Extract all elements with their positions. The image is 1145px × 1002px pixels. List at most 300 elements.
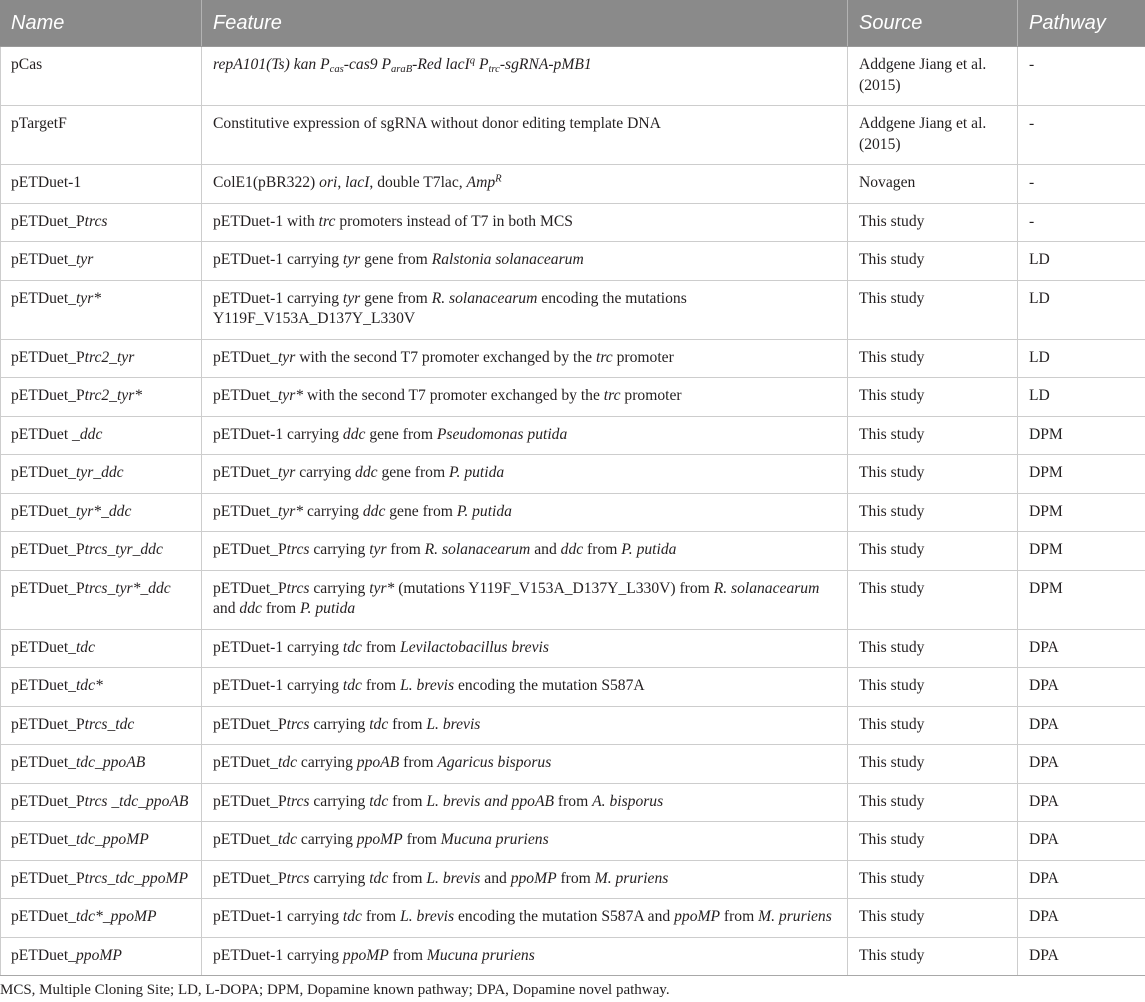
column-header-feature: Feature	[202, 0, 848, 47]
text-run: ppoMP	[342, 946, 389, 964]
name-cell	[1, 165, 202, 204]
text-run: tyr*	[277, 502, 304, 520]
text-run: Ralstonia solanacearum	[431, 251, 584, 268]
text-run: trcs_tdc_ppoMP	[84, 869, 189, 887]
text-run: tyr	[342, 289, 361, 307]
text-run: R	[495, 173, 502, 185]
text-run: -	[1029, 56, 1035, 73]
text-run: trcs	[286, 792, 310, 810]
feature-cell	[202, 570, 848, 629]
text-run: pETDuet_	[213, 464, 278, 481]
text-run: from	[556, 869, 595, 887]
text-run: tyr	[342, 251, 361, 268]
name-cell	[1, 203, 202, 242]
text-run: tdc	[369, 792, 389, 810]
text-run: trcs	[286, 869, 310, 887]
name-cell	[1, 242, 202, 281]
text-run: pETDuet_P	[11, 541, 85, 558]
table-row	[1, 668, 1145, 707]
text-run: R. solanacearum	[713, 579, 820, 597]
source-cell	[848, 899, 1018, 938]
text-run: carrying	[309, 579, 370, 597]
text-run: pETDuet_	[11, 908, 76, 925]
table-row	[1, 165, 1145, 204]
column-header-source: Source	[848, 0, 1018, 47]
text-run: L. brevis	[426, 869, 481, 887]
text-run: This study	[859, 831, 925, 848]
text-run: ori	[319, 174, 338, 191]
text-run: with the second T7 promoter exchanged by the	[303, 387, 604, 404]
text-run: from	[361, 908, 401, 925]
text-run: tyr_ddc	[75, 464, 124, 481]
text-run: pETDuet-1	[11, 174, 82, 191]
text-run: DPA	[1029, 754, 1059, 771]
name-cell	[1, 668, 202, 707]
feature-cell	[202, 106, 848, 165]
text-run: from	[388, 715, 427, 733]
text-run: Constitutive expression of sgRNA without donor editing template DNA	[213, 115, 661, 132]
text-run: from	[720, 908, 759, 925]
pathway-cell	[1018, 493, 1145, 532]
text-run: This study	[859, 289, 925, 307]
text-run: This study	[859, 754, 925, 771]
source-cell	[848, 822, 1018, 861]
text-run: tyr	[277, 464, 296, 481]
text-run: A. bisporus	[592, 792, 664, 810]
text-run: carrying	[297, 754, 357, 771]
feature-cell	[202, 378, 848, 417]
text-run: pETDuet_P	[11, 869, 85, 887]
source-cell	[848, 416, 1018, 455]
pathway-cell	[1018, 165, 1145, 204]
text-run: tyr*	[277, 387, 304, 404]
table-row	[1, 783, 1145, 822]
feature-cell	[202, 203, 848, 242]
text-run: tyr*	[369, 579, 395, 597]
text-run: pETDuet_P	[11, 387, 85, 404]
feature-cell	[202, 937, 848, 976]
name-cell	[1, 937, 202, 976]
feature-cell	[202, 339, 848, 378]
text-run: DPA	[1029, 831, 1059, 848]
table-footnote: MCS, Multiple Cloning Site; LD, L-DOPA; DPM, Dopamine known pathway; DPA, Dopamine novel pathway.	[0, 982, 670, 998]
text-run: This study	[859, 869, 925, 887]
text-run: from	[361, 677, 401, 694]
text-run: araB	[390, 64, 413, 76]
pathway-cell	[1018, 106, 1145, 165]
source-cell	[848, 706, 1018, 745]
text-run: pETDuet_	[213, 387, 278, 404]
text-run: This study	[859, 502, 925, 520]
pathway-cell	[1018, 378, 1145, 417]
text-run: , double T7lac,	[369, 174, 467, 191]
source-cell	[848, 203, 1018, 242]
text-run: carrying	[303, 502, 363, 520]
text-run: L. brevis	[400, 908, 455, 925]
text-run: DPM	[1029, 464, 1063, 481]
text-run: tdc	[75, 638, 96, 656]
table-row	[1, 899, 1145, 938]
text-run: from	[388, 792, 427, 810]
text-run: pETDuet_	[11, 251, 76, 268]
text-run: pETDuet_	[213, 831, 278, 848]
pathway-cell	[1018, 280, 1145, 339]
feature-cell	[202, 629, 848, 668]
text-run: tdc*_ppoMP	[75, 908, 157, 925]
text-run: Pseudomonas putida	[436, 425, 568, 443]
text-run: -sgRNA-pMB1	[499, 56, 592, 73]
table-row	[1, 203, 1145, 242]
text-run: pETDuet-1 carrying	[213, 251, 343, 268]
text-run: ddc	[342, 425, 366, 443]
text-run: repA101(Ts) kan P	[213, 56, 330, 73]
text-run: promoter	[620, 387, 682, 404]
text-run: trcs	[286, 579, 310, 597]
text-run: from	[388, 946, 427, 964]
text-run: P. putida	[449, 464, 505, 481]
table-row	[1, 280, 1145, 339]
text-run: tyr	[75, 251, 94, 268]
text-run: trcs _tdc_ppoAB	[84, 792, 189, 810]
text-run: tyr*_ddc	[75, 502, 132, 520]
source-cell	[848, 783, 1018, 822]
text-run: LD	[1029, 348, 1050, 366]
source-cell	[848, 570, 1018, 629]
text-run: promoter	[612, 348, 674, 366]
name-cell	[1, 416, 202, 455]
text-run: gene from	[360, 289, 432, 307]
text-run: pETDuet-1 carrying	[213, 638, 343, 656]
pathway-cell	[1018, 339, 1145, 378]
text-run: LD	[1029, 289, 1050, 307]
text-run: tdc	[342, 638, 362, 656]
text-run: DPA	[1029, 638, 1059, 656]
name-cell	[1, 629, 202, 668]
text-run: pETDuet_P	[11, 212, 85, 230]
pathway-cell	[1018, 668, 1145, 707]
feature-cell	[202, 493, 848, 532]
text-run: trcs_tdc	[84, 715, 135, 733]
text-run: pETDuet_P	[11, 715, 85, 733]
text-run: LD	[1029, 251, 1050, 268]
text-run: DPM	[1029, 425, 1063, 443]
table-body	[1, 47, 1145, 976]
text-run: trc	[603, 387, 621, 404]
text-run: tdc	[369, 869, 389, 887]
text-run: gene from	[377, 464, 450, 481]
table-row	[1, 937, 1145, 976]
text-run: -	[1029, 174, 1035, 191]
table-row	[1, 416, 1145, 455]
feature-cell	[202, 860, 848, 899]
text-run: Addgene Jiang et al. (2015)	[859, 56, 987, 94]
text-run: L. brevis and ppoAB	[426, 792, 555, 810]
text-run: tyr*	[75, 289, 102, 307]
source-cell	[848, 47, 1018, 106]
table-row	[1, 822, 1145, 861]
text-run: P. putida	[621, 541, 677, 558]
name-cell	[1, 493, 202, 532]
text-run: tdc	[277, 754, 298, 771]
text-run: ColE1(pBR322)	[213, 174, 320, 191]
text-run: gene from	[365, 425, 437, 443]
text-run: trc	[595, 348, 613, 366]
pathway-cell	[1018, 860, 1145, 899]
text-run: P. putida	[300, 600, 356, 617]
text-run: pETDuet_P	[11, 792, 85, 810]
text-run: pETDuet-1 carrying	[213, 425, 343, 443]
text-run: trcs_tyr_ddc	[84, 541, 163, 558]
text-run: from	[361, 638, 401, 656]
pathway-cell	[1018, 47, 1145, 106]
feature-cell	[202, 416, 848, 455]
text-run: from	[554, 792, 593, 810]
text-run: tdc	[342, 908, 362, 925]
text-run: Amp	[466, 174, 496, 191]
text-run: with the second T7 promoter exchanged by the	[295, 348, 596, 366]
text-run: pETDuet_	[213, 348, 278, 366]
text-run: carrying	[309, 541, 370, 558]
text-run: and	[213, 600, 240, 617]
feature-cell	[202, 242, 848, 281]
text-run: and	[530, 541, 561, 558]
text-run: q	[469, 55, 476, 67]
text-run: -	[1029, 212, 1035, 230]
name-cell	[1, 822, 202, 861]
text-run: pETDuet_	[11, 464, 76, 481]
pathway-cell	[1018, 416, 1145, 455]
text-run: -Red lacI	[412, 56, 470, 73]
source-cell	[848, 745, 1018, 784]
text-run: Levilactobacillus brevis	[400, 638, 549, 656]
text-run: This study	[859, 579, 925, 597]
text-run: ddc	[362, 502, 386, 520]
text-run: P	[475, 56, 489, 73]
text-run: carrying	[297, 831, 357, 848]
text-run: pTargetF	[11, 115, 67, 132]
text-run: DPM	[1029, 541, 1063, 558]
text-run: from	[388, 869, 427, 887]
text-run: from	[261, 600, 301, 617]
feature-cell	[202, 783, 848, 822]
text-run: and	[480, 869, 511, 887]
name-cell	[1, 899, 202, 938]
pathway-cell	[1018, 455, 1145, 494]
pathway-cell	[1018, 706, 1145, 745]
text-run: DPA	[1029, 792, 1059, 810]
table-row	[1, 745, 1145, 784]
text-run: pETDuet_P	[213, 715, 287, 733]
text-run: This study	[859, 387, 925, 404]
pathway-cell	[1018, 783, 1145, 822]
text-run: DPM	[1029, 502, 1063, 520]
text-run: This study	[859, 677, 925, 694]
text-run: encoding the mutation S587A and	[454, 908, 675, 925]
name-cell	[1, 570, 202, 629]
text-run: This study	[859, 908, 925, 925]
source-cell	[848, 860, 1018, 899]
text-run: pCas	[11, 56, 43, 73]
text-run: ddc	[355, 464, 378, 481]
text-run: Mucuna pruriens	[440, 831, 549, 848]
name-cell	[1, 860, 202, 899]
pathway-cell	[1018, 203, 1145, 242]
text-run: This study	[859, 251, 925, 268]
name-cell	[1, 455, 202, 494]
text-run: pETDuet_	[11, 638, 76, 656]
text-run: trcs	[286, 541, 310, 558]
text-run: promoters instead of T7 in both MCS	[335, 212, 573, 230]
text-run: pETDuet_P	[213, 541, 287, 558]
text-run: pETDuet_P	[11, 579, 85, 597]
text-run: R. solanacearum	[424, 541, 531, 558]
text-run: ppoAB	[356, 754, 400, 771]
text-run: gene from	[385, 502, 457, 520]
table-row	[1, 339, 1145, 378]
text-run: tdc	[342, 677, 362, 694]
feature-cell	[202, 280, 848, 339]
pathway-cell	[1018, 899, 1145, 938]
text-run: ppoMP	[356, 831, 403, 848]
text-run: P. putida	[456, 502, 512, 520]
text-run: This study	[859, 638, 925, 656]
text-run: cas	[329, 64, 344, 76]
text-run: gene from	[360, 251, 432, 268]
source-cell	[848, 455, 1018, 494]
source-cell	[848, 165, 1018, 204]
text-run: from	[583, 541, 622, 558]
pathway-cell	[1018, 822, 1145, 861]
source-cell	[848, 937, 1018, 976]
feature-cell	[202, 668, 848, 707]
text-run: -	[1029, 115, 1035, 132]
text-run: This study	[859, 212, 925, 230]
text-run: DPM	[1029, 579, 1063, 597]
table-row	[1, 106, 1145, 165]
text-run: Novagen	[859, 174, 916, 191]
text-run: DPA	[1029, 677, 1059, 694]
text-run: pETDuet_	[11, 502, 76, 520]
text-run: tyr	[277, 348, 296, 366]
text-run: pETDuet-1 carrying	[213, 677, 343, 694]
text-run: -cas9 P	[343, 56, 391, 73]
text-run: tdc_ppoAB	[75, 754, 146, 771]
text-run: pETDuet_	[213, 754, 278, 771]
text-run: tdc	[277, 831, 298, 848]
text-run: pETDuet_	[11, 754, 76, 771]
source-cell	[848, 378, 1018, 417]
table-row	[1, 570, 1145, 629]
text-run: pETDuet_P	[213, 579, 287, 597]
text-run: This study	[859, 541, 925, 558]
text-run: pETDuet-1 carrying	[213, 946, 343, 964]
text-run: trc	[318, 212, 336, 230]
source-cell	[848, 106, 1018, 165]
header-row	[1, 0, 1145, 47]
text-run: ddc	[239, 600, 262, 617]
text-run: tdc*	[75, 677, 103, 694]
text-run: trcs_tyr*_ddc	[84, 579, 171, 597]
text-run: carrying	[309, 715, 370, 733]
text-run: pETDuet_	[11, 946, 76, 964]
name-cell	[1, 280, 202, 339]
text-run: pETDuet-1 with	[213, 212, 319, 230]
text-run: M. pruriens	[758, 908, 832, 925]
text-run: trc2_tyr*	[84, 387, 143, 404]
text-run: from	[399, 754, 438, 771]
source-cell	[848, 280, 1018, 339]
text-run: carrying	[295, 464, 356, 481]
text-run: from	[386, 541, 425, 558]
text-run: pETDuet_	[11, 289, 76, 307]
text-run: ppoMP	[674, 908, 721, 925]
text-run: M. pruriens	[594, 869, 669, 887]
text-run: ppoMP	[75, 946, 122, 964]
pathway-cell	[1018, 532, 1145, 571]
name-cell	[1, 339, 202, 378]
table-row	[1, 629, 1145, 668]
text-run: ddc	[560, 541, 584, 558]
text-run: This study	[859, 464, 925, 481]
text-run: ,	[337, 174, 346, 191]
feature-cell	[202, 899, 848, 938]
text-run: DPA	[1029, 946, 1059, 964]
source-cell	[848, 242, 1018, 281]
table-row	[1, 532, 1145, 571]
text-run: carrying	[309, 869, 370, 887]
feature-cell	[202, 745, 848, 784]
text-run: LD	[1029, 387, 1050, 404]
table-row	[1, 455, 1145, 494]
source-cell	[848, 339, 1018, 378]
table-row	[1, 493, 1145, 532]
text-run: DPA	[1029, 869, 1059, 887]
table-row	[1, 860, 1145, 899]
text-run: tdc	[369, 715, 389, 733]
text-run: This study	[859, 425, 925, 443]
text-run: pETDuet _	[11, 425, 80, 443]
text-run: pETDuet_P	[11, 348, 85, 366]
text-run: trcs	[286, 715, 310, 733]
feature-cell	[202, 455, 848, 494]
text-run: trc2_tyr	[84, 348, 135, 366]
table-row	[1, 706, 1145, 745]
table-header	[1, 0, 1145, 47]
text-run: carrying	[309, 792, 370, 810]
feature-cell	[202, 47, 848, 106]
pathway-cell	[1018, 937, 1145, 976]
text-run: ppoMP	[510, 869, 557, 887]
feature-cell	[202, 165, 848, 204]
source-cell	[848, 532, 1018, 571]
source-cell	[848, 629, 1018, 668]
name-cell	[1, 783, 202, 822]
text-run: Mucuna pruriens	[426, 946, 535, 964]
text-run: tdc_ppoMP	[75, 831, 149, 848]
text-run: Agaricus bisporus	[437, 754, 552, 771]
text-run: Addgene Jiang et al. (2015)	[859, 115, 987, 153]
table-row	[1, 378, 1145, 417]
text-run: pETDuet_	[11, 677, 76, 694]
text-run: DPA	[1029, 715, 1059, 733]
feature-cell	[202, 706, 848, 745]
name-cell	[1, 532, 202, 571]
table-row	[1, 242, 1145, 281]
feature-cell	[202, 532, 848, 571]
column-header-pathway: Pathway	[1018, 0, 1145, 47]
text-run: encoding the mutations Y119F_V153A_D137Y_L330V	[213, 289, 687, 327]
pathway-cell	[1018, 570, 1145, 629]
